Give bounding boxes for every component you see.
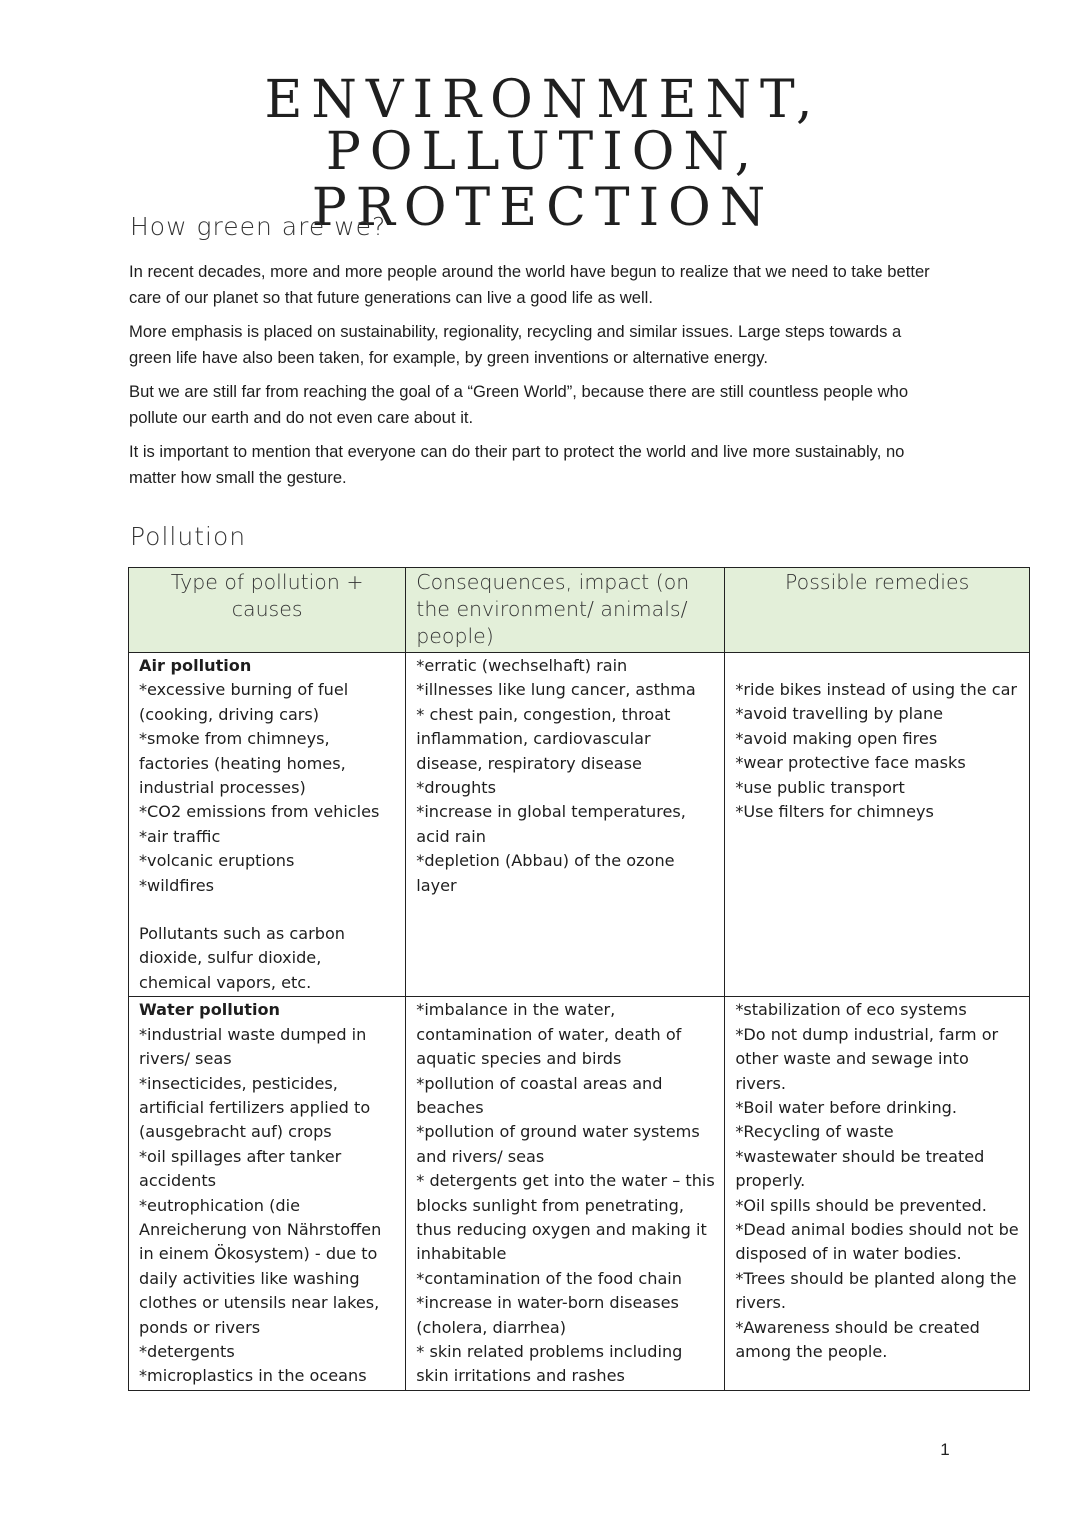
intro-paragraph: In recent decades, more and more people around the world have begun to realize that we need to take better care of our planet so that future generations can live a good life as well. [129, 262, 930, 307]
spacer [735, 654, 1021, 678]
cell-water-consequences [406, 997, 725, 1391]
list-item: *contamination of the food chain [416, 1268, 682, 1288]
row-title-air-pollution: Air pollution [139, 656, 252, 675]
list-item: *smoke from chimneys, factories (heating homes, industrial processes) [139, 729, 346, 798]
intro-paragraph: But we are still far from reaching the goal of a “Green World”, because there are still countless people who pollute our earth and do not even care about it. [129, 382, 909, 427]
list-item: *avoid making open fires [735, 728, 938, 748]
section-heading-intro: How green are we? [130, 212, 387, 241]
cell-air-remedies [725, 653, 1030, 997]
list-item: *depletion (Abbau) of the ozone layer [416, 851, 675, 895]
list-item: *increase in global temperatures, acid rain [416, 802, 686, 846]
column-header-type: Type of pollution + causes [129, 568, 406, 653]
cell-water-remedies [725, 997, 1030, 1391]
intro-paragraph: More emphasis is placed on sustainability, regionality, recycling and similar issues. Large steps towards a green life have also been taken, for example, by green inventions or alternative energy. [129, 322, 902, 367]
list-item: *microplastics in the oceans [139, 1366, 367, 1386]
list-item: * chest pain, congestion, throat inflammation, cardiovascular disease, respiratory disease [416, 704, 671, 773]
cell-air-consequences [406, 653, 725, 997]
spacer [139, 898, 397, 922]
list-item: *Recycling of waste [735, 1122, 894, 1142]
list-item: * skin related problems including skin irritations and rashes [416, 1341, 683, 1386]
column-header-remedies: Possible remedies [725, 568, 1030, 653]
list-item: *Dead animal bodies should not be disposed of in water bodies. [735, 1219, 1019, 1264]
table-row-water-pollution [129, 997, 1030, 1391]
list-item: *pollution of coastal areas and beaches [416, 1073, 663, 1117]
cell-water-causes [129, 997, 406, 1391]
list-item: *wildfires [139, 875, 215, 895]
list-item: *Do not dump industrial, farm or other waste and sewage into rivers. [735, 1024, 999, 1093]
list-item: *avoid travelling by plane [735, 704, 944, 724]
page-title-line-1: ENVIRONMENT, [264, 70, 822, 130]
list-item: *droughts [416, 778, 496, 798]
list-item: *Use filters for chimneys [735, 802, 934, 822]
list-item: *stabilization of eco systems [735, 1000, 967, 1020]
pollution-table [128, 567, 1030, 1391]
intro-text [129, 259, 939, 499]
pollutants-note: Pollutants such as carbon dioxide, sulfur dioxide, chemical vapors, etc. [139, 924, 346, 992]
list-item: *CO2 emissions from vehicles [139, 802, 380, 822]
table-row-air-pollution [129, 653, 1030, 997]
list-item: *insecticides, pesticides, artificial fertilizers applied to (ausgebracht auf) crops [139, 1073, 371, 1142]
list-item: *eutrophication (die Anreicherung von Nährstoffen in einem Ökosystem) - due to daily activities like washing clothes or utensils near lakes, ponds or rivers [139, 1195, 382, 1337]
list-item: *increase in water-born diseases (cholera, diarrhea) [416, 1293, 679, 1337]
list-item: *detergents [139, 1341, 235, 1361]
list-item: *use public transport [735, 777, 905, 797]
list-item: *oil spillages after tanker accidents [139, 1146, 342, 1191]
column-header-consequences: Consequences, impact (on the environment/ animals/ people) [406, 568, 725, 653]
list-item: *wastewater should be treated properly. [735, 1146, 985, 1191]
list-item: *Oil spills should be prevented. [735, 1195, 987, 1215]
list-item: *Awareness should be created among the people. [735, 1317, 980, 1361]
section-heading-pollution: Pollution [130, 522, 247, 551]
list-item: *Boil water before drinking. [735, 1097, 958, 1117]
cell-air-causes [129, 653, 406, 997]
list-item: *air traffic [139, 826, 221, 846]
list-item: *volcanic eruptions [139, 851, 295, 871]
list-item: *illnesses like lung cancer, asthma [416, 680, 696, 700]
list-item: *ride bikes instead of using the car [735, 680, 1018, 699]
table-header-row [129, 568, 1030, 653]
list-item: *pollution of ground water systems and rivers/ seas [416, 1122, 700, 1166]
list-item: *industrial waste dumped in rivers/ seas [139, 1024, 367, 1069]
page-number: 1 [940, 1440, 950, 1459]
page-title-line-2: POLLUTION, PROTECTION [311, 122, 775, 238]
row-title-water-pollution: Water pollution [139, 1000, 280, 1020]
list-item: *excessive burning of fuel (cooking, driving cars) [139, 680, 349, 724]
list-item: * detergents get into the water – this blocks sunlight from penetrating, thus reducing oxygen and making it inhabitable [416, 1171, 715, 1264]
list-item: *Trees should be planted along the rivers. [735, 1268, 1017, 1313]
list-item: *erratic (wechselhaft) rain [416, 656, 628, 675]
intro-paragraph: It is important to mention that everyone can do their part to protect the world and live more sustainably, no matter how small the gesture. [129, 442, 905, 487]
list-item: *wear protective face masks [735, 753, 966, 773]
list-item: *imbalance in the water, contamination of water, death of aquatic species and birds [416, 1000, 682, 1069]
